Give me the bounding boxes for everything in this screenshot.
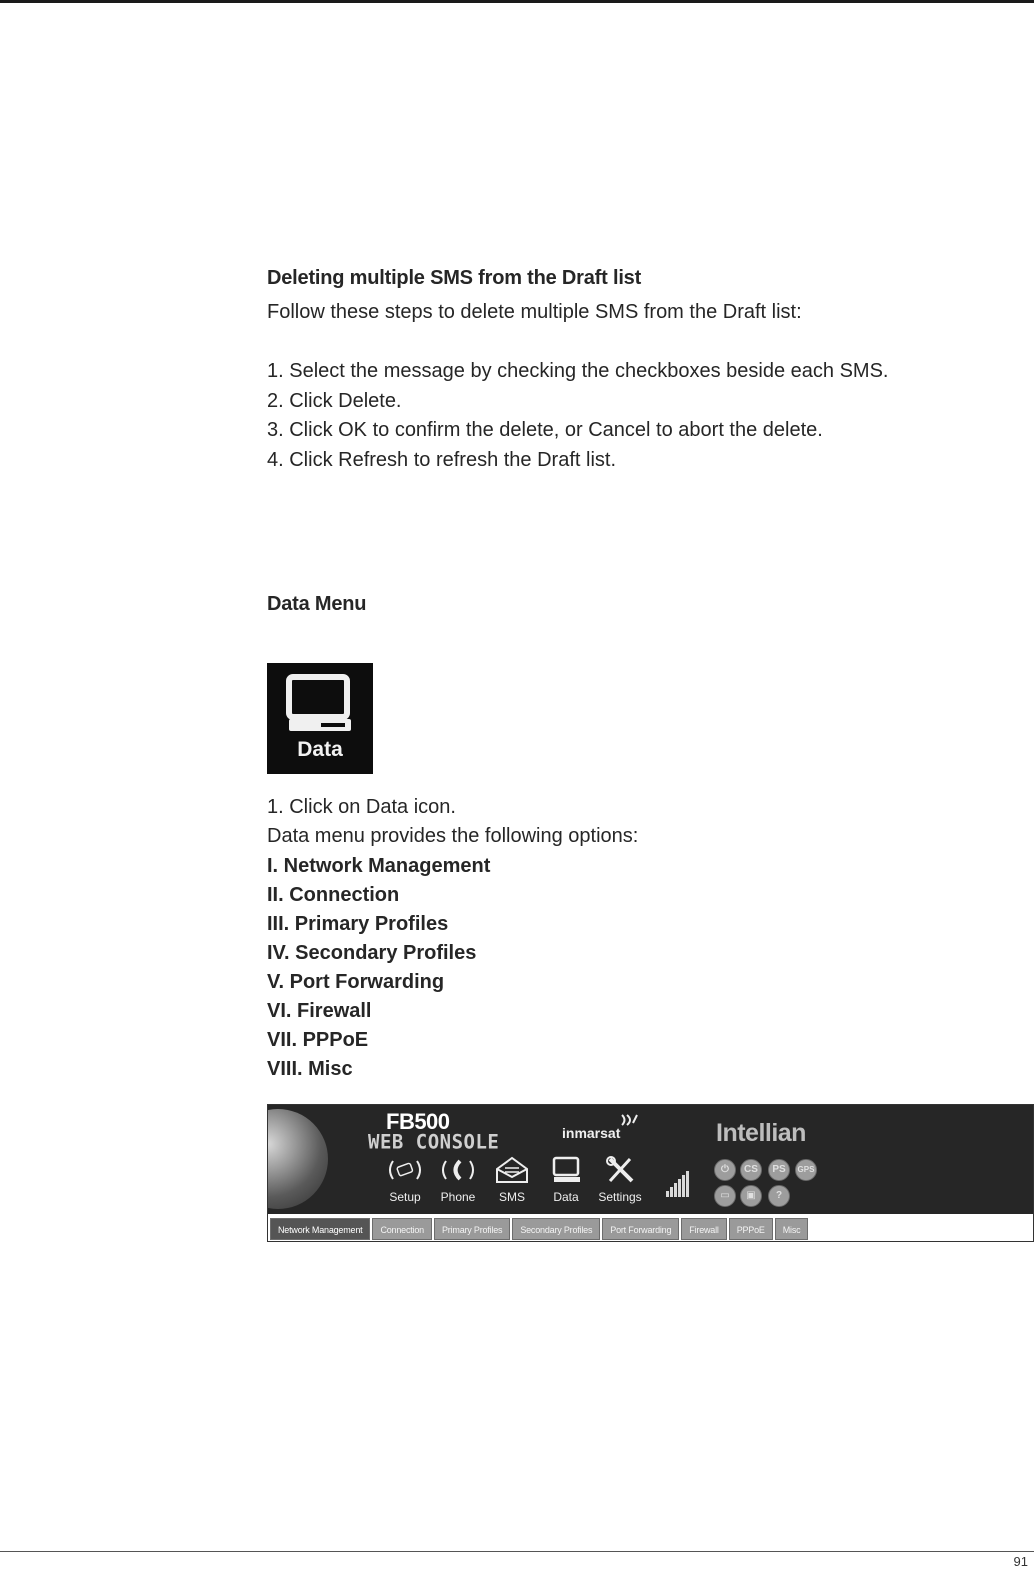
section-heading-data-menu: Data Menu — [267, 593, 367, 615]
tab-misc[interactable]: Misc — [775, 1218, 809, 1240]
lock-status-icon: ▣ — [740, 1185, 762, 1207]
draft-step: 1. Select the message by checking the checkboxes beside each SMS. — [267, 360, 889, 382]
draft-steps-list — [267, 358, 888, 476]
data-tab-bar — [270, 1218, 810, 1240]
signal-strength-icon — [666, 1171, 690, 1197]
draft-intro: Follow these steps to delete multiple SMS from the Draft list: — [267, 301, 802, 323]
data-option: III. Primary Profiles — [267, 913, 449, 935]
console-title: FB500 — [386, 1109, 450, 1134]
nav-data[interactable] — [541, 1155, 591, 1205]
data-option: VI. Firewall — [267, 1000, 372, 1022]
computer-icon — [267, 663, 373, 743]
data-option: V. Port Forwarding — [267, 971, 445, 993]
tab-primary-profiles[interactable]: Primary Profiles — [434, 1218, 510, 1240]
console-header — [268, 1105, 1033, 1214]
nav-settings-label: Settings — [598, 1190, 642, 1204]
data-icon-label: Data — [297, 738, 343, 761]
draft-step: 2. Click Delete. — [267, 389, 402, 412]
data-option: I. Network Management — [267, 855, 491, 877]
ps-status-icon: PS — [768, 1159, 790, 1181]
page-number: 91 — [1013, 1554, 1028, 1569]
tab-pppoe[interactable]: PPPoE — [729, 1218, 773, 1240]
nav-sms[interactable] — [487, 1155, 537, 1205]
computer-status-icon: ▭ — [714, 1185, 736, 1207]
data-menu-intro: Data menu provides the following options: — [267, 825, 639, 847]
console-subtitle: WEB CONSOLE — [368, 1130, 500, 1154]
sms-icon — [492, 1155, 532, 1185]
nav-setup-label: Setup — [389, 1190, 421, 1204]
tab-port-forwarding[interactable]: Port Forwarding — [602, 1218, 679, 1240]
tab-connection[interactable]: Connection — [372, 1218, 432, 1240]
section-heading-draft: Deleting multiple SMS from the Draft list — [267, 267, 642, 289]
intellian-logo: Intellian — [716, 1119, 806, 1147]
cs-status-icon: CS — [740, 1159, 762, 1181]
web-console-screenshot — [267, 1104, 1034, 1242]
tab-network-management[interactable]: Network Management — [270, 1218, 370, 1240]
draft-step: 4. Click Refresh to refresh the Draft list. — [267, 448, 617, 471]
settings-icon — [600, 1155, 640, 1185]
tab-secondary-profiles[interactable]: Secondary Profiles — [512, 1218, 600, 1240]
nav-sms-label: SMS — [498, 1190, 525, 1204]
nav-setup[interactable] — [380, 1155, 430, 1205]
inmarsat-logo: inmarsat — [562, 1125, 621, 1141]
nav-phone[interactable] — [433, 1155, 483, 1205]
info-status-icon: ? — [768, 1185, 790, 1207]
nav-data-label: Data — [553, 1190, 579, 1204]
data-option: II. Connection — [267, 884, 400, 906]
data-options-list — [267, 852, 490, 1084]
top-rule — [0, 0, 1034, 3]
data-icon — [546, 1155, 586, 1185]
tab-firewall[interactable]: Firewall — [681, 1218, 726, 1240]
inmarsat-signal-icon — [619, 1113, 639, 1127]
data-option: IV. Secondary Profiles — [267, 942, 477, 964]
nav-settings[interactable] — [595, 1155, 645, 1205]
gps-status-icon: GPS — [795, 1159, 817, 1181]
power-status-icon: ⏻ — [714, 1159, 736, 1181]
draft-step: 3. Click OK to confirm the delete, or Cancel to abort the delete. — [267, 419, 823, 441]
data-step-1: 1. Click on Data icon. — [267, 796, 456, 818]
footer-rule — [0, 1551, 1034, 1552]
setup-icon — [385, 1155, 425, 1185]
globe-image — [268, 1109, 328, 1209]
data-option: VII. PPPoE — [267, 1029, 369, 1051]
nav-phone-label: Phone — [440, 1190, 476, 1204]
data-option: VIII. Misc — [267, 1058, 353, 1080]
phone-icon — [438, 1155, 478, 1185]
